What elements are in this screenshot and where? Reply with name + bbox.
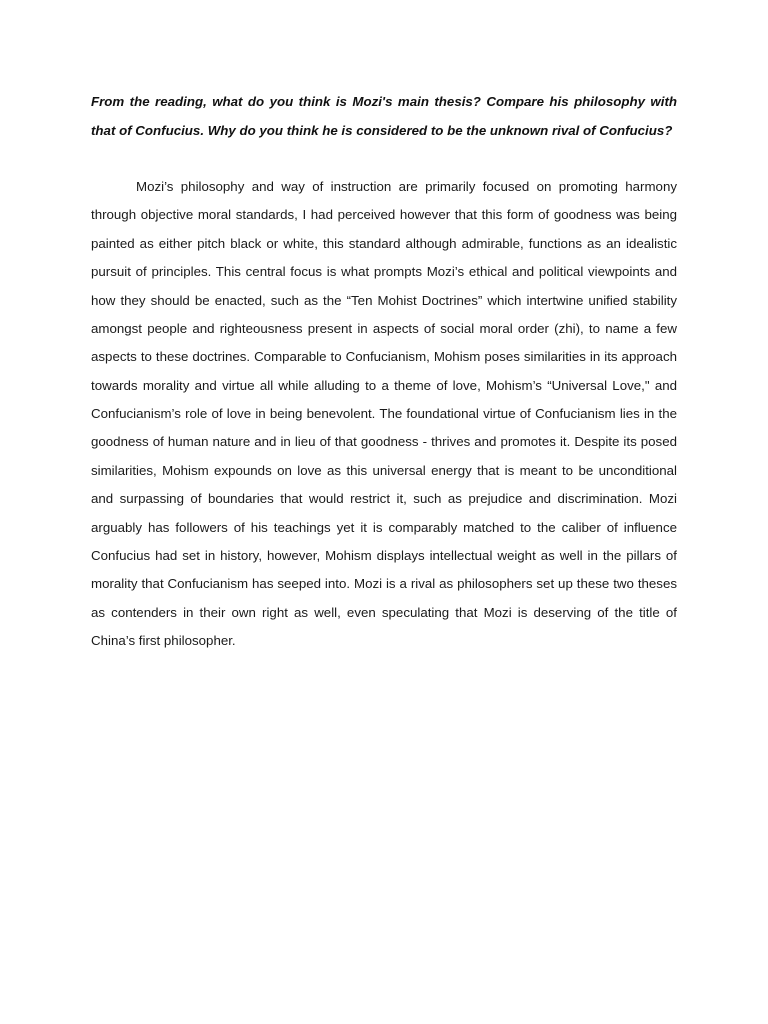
essay-question: From the reading, what do you think is Mozi's main thesis? Compare his philosophy with that of Confucius. Why do you think he is considered to be the unknown rival of Confucius?	[91, 94, 677, 138]
essay-answer-paragraph: Mozi’s philosophy and way of instruction are primarily focused on promoting harmony through objective moral standards, I had perceived however that this form of goodness was being painted as either pitch black or white, this standard although admirable, functions as an idealistic pursuit of principles. This central focus is what prompts Mozi’s ethical and political viewpoints and how they should be enacted, such as the “Ten Mohist Doctrines” which intertwine unified stability amongst people and righteousness present in aspects of social moral order (zhi), to name a few aspects to these doctrines. Comparable to Confucianism, Mohism poses similarities in its approach towards morality and virtue all while alluding to a theme of love, Mohism’s “Universal Love," and Confucianism’s role of love in being benevolent. The foundational virtue of Confucianism lies in the goodness of human nature and in lieu of that goodness - thrives and promotes it. Despite its posed similarities, Mohism expounds on love as this universal energy that is meant to be unconditional and surpassing of boundaries that would restrict it, such as prejudice and discrimination. Mozi arguably has followers of his teachings yet it is comparably matched to the caliber of influence Confucius had set in history, however, Mohism displays intellectual weight as well in the pillars of morality that Confucianism has seeped into. Mozi is a rival as philosophers set up these two theses as contenders in their own right as well, even speculating that Mozi is deserving of the title of China’s first philosopher.	[91, 179, 677, 648]
document-body	[91, 88, 677, 655]
